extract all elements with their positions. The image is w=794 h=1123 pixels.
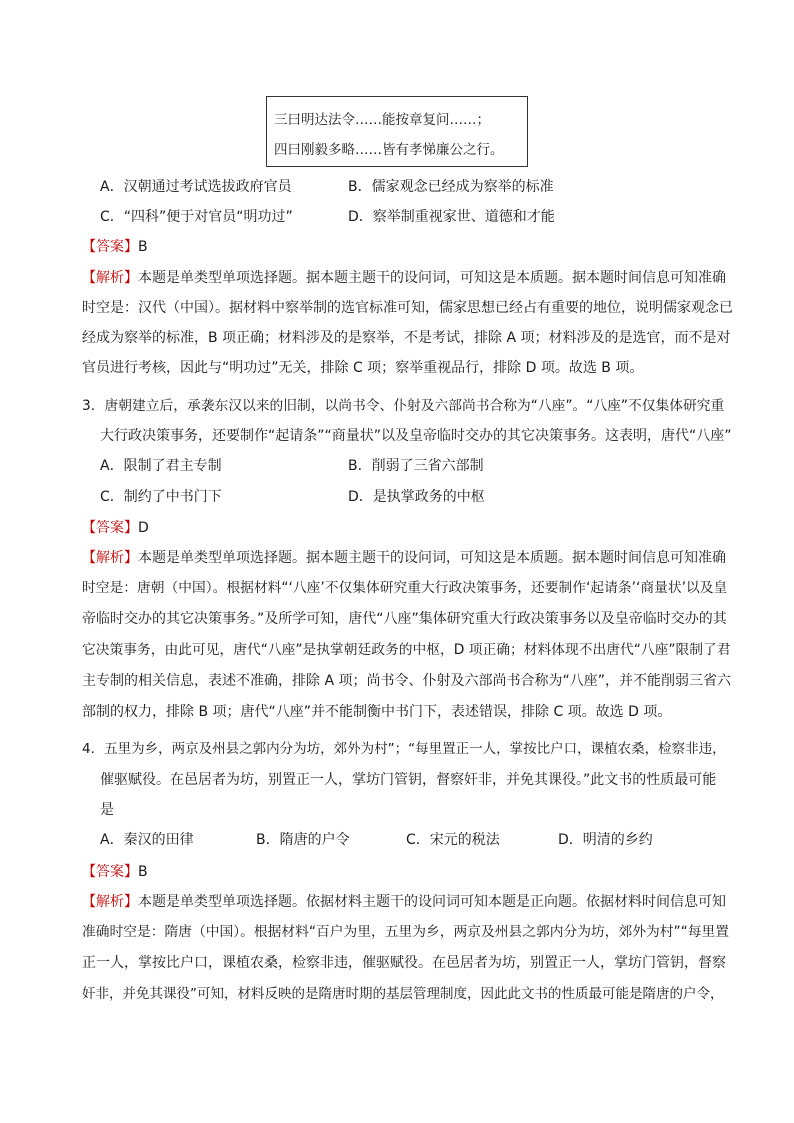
material-line: 四曰刚毅多略……皆有孝悌廉公之行。 [274, 142, 504, 158]
q4-stem-line: 4．五里为乡，两京及州县之郭内分为坊，郊外为村”；“每里置正一人，掌按比户口，课植农桑，检察非违， [82, 741, 726, 757]
q2-option-a: A．汉朝通过考试选拔政府官员 [100, 179, 292, 195]
answer-label: 【答案】 [82, 864, 138, 880]
q3-analysis-line: 【解析】本题是单类型单项选择题。据本题主题干的设问词，可知这是本质题。据本题时间信息可知准确 [82, 550, 726, 566]
q4-stem-line: 是 [100, 802, 114, 818]
q3-option-a: A．限制了君主专制 [100, 458, 222, 474]
q4-option-a: A．秦汉的田律 [100, 832, 194, 848]
answer-label: 【答案】 [82, 520, 138, 536]
q3-option-d: D．是执掌政务的中枢 [348, 489, 485, 505]
q2-analysis-line: 官员进行考核，因此与“明功过”无关，排除 C 项；察举重视品行，排除 D 项。故选 B 项。 [82, 360, 644, 376]
q3-answer [82, 518, 149, 538]
answer-value: B [138, 239, 148, 255]
answer-value: B [138, 864, 148, 880]
q4-analysis-line: 【解析】本题是单类型单项选择题。依据材料主题干的设问词可知本题是正向题。依据材料时间信息可知 [82, 894, 726, 910]
answer-label: 【答案】 [82, 239, 138, 255]
q2-option-b: B．儒家观念已经成为察举的标准 [348, 179, 554, 195]
q3-analysis-line: 部制的权力，排除 B 项；唐代“八座”并不能制衡中书门下，表述错误，排除 C 项。故选 D 项。 [82, 704, 672, 720]
q4-analysis-line: 准确时空是：隋唐（中国）。根据材料“百户为里，五里为乡，两京及州县之郭内分为坊，郊外为村”“每里置 [82, 924, 729, 940]
analysis-label: 【解析】 [82, 894, 138, 910]
answer-value: D [138, 520, 149, 536]
q4-analysis-line: 奸非，并免其课役”可知，材料反映的是隋唐时期的基层管理制度，因此此文书的性质最可能是隋唐的户令， [82, 986, 724, 1002]
q4-answer [82, 862, 148, 882]
q3-option-c: C．制约了中书门下 [100, 489, 222, 505]
q4-option-b: B．隋唐的户令 [256, 832, 350, 848]
q4-stem-line: 催驱赋役。在邑居者为坊，别置正一人，掌坊门管钥，督察奸非，并免其课役。”此文书的性质最可能 [100, 772, 717, 788]
q2-analysis-line: 时空是：汉代（中国）。据材料中察举制的选官标准可知，儒家思想已经占有重要的地位，说明儒家观念已 [82, 300, 733, 316]
q4-option-d: D．明清的乡约 [558, 832, 653, 848]
q2-option-c: C．“四科”便于对官员“明功过” [100, 209, 293, 225]
q2-option-d: D．察举制重视家世、道德和才能 [348, 209, 555, 225]
q3-stem-line: 3．唐朝建立后，承袭东汉以来的旧制，以尚书令、仆射及六部尚书合称为“八座”。“八座”不仅集体研究重 [82, 398, 725, 414]
analysis-label: 【解析】 [82, 550, 138, 566]
q3-analysis-line: 时空是：唐朝（中国）。根据材料“‘八座’不仅集体研究重大行政决策事务，还要制作‘起请条’‘商量状’以及皇 [82, 580, 728, 596]
q3-analysis-line: 主专制的相关信息，表述不准确，排除 A 项；尚书令、仆射及六部尚书合称为“八座”，并不能削弱三省六 [82, 673, 731, 689]
q2-answer [82, 237, 148, 257]
analysis-label: 【解析】 [82, 270, 138, 286]
q3-analysis-line: 它决策事务，由此可见，唐代“八座”是执掌朝廷政务的中枢，D 项正确；材料体现不出唐代“八座”限制了君 [82, 642, 731, 658]
q3-option-b: B．削弱了三省六部制 [348, 458, 484, 474]
q3-stem-line: 大行政决策事务，还要制作“起请条”“商量状”以及皇帝临时交办的其它决策事务。这表明，唐代“八座” [100, 428, 732, 444]
material-box [266, 96, 528, 167]
q2-analysis-line: 经成为察举的标准，B 项正确；材料涉及的是察举，不是考试，排除 A 项；材料涉及的是选官，而不是对 [82, 330, 731, 346]
q2-analysis-line: 【解析】本题是单类型单项选择题。据本题主题干的设问词，可知这是本质题。据本题时间信息可知准确 [82, 270, 726, 286]
q4-option-c: C．宋元的税法 [406, 832, 500, 848]
material-line: 三曰明达法令……能按章复问……； [274, 112, 490, 128]
q4-analysis-line: 正一人，掌按比户口，课植农桑，检察非违，催驱赋役。在邑居者为坊，别置正一人，掌坊门管钥，督察 [82, 955, 726, 971]
q3-analysis-line: 帝临时交办的其它决策事务。”及所学可知，唐代“八座”集体研究重大行政决策事务以及皇帝临时交办的其 [82, 611, 727, 627]
